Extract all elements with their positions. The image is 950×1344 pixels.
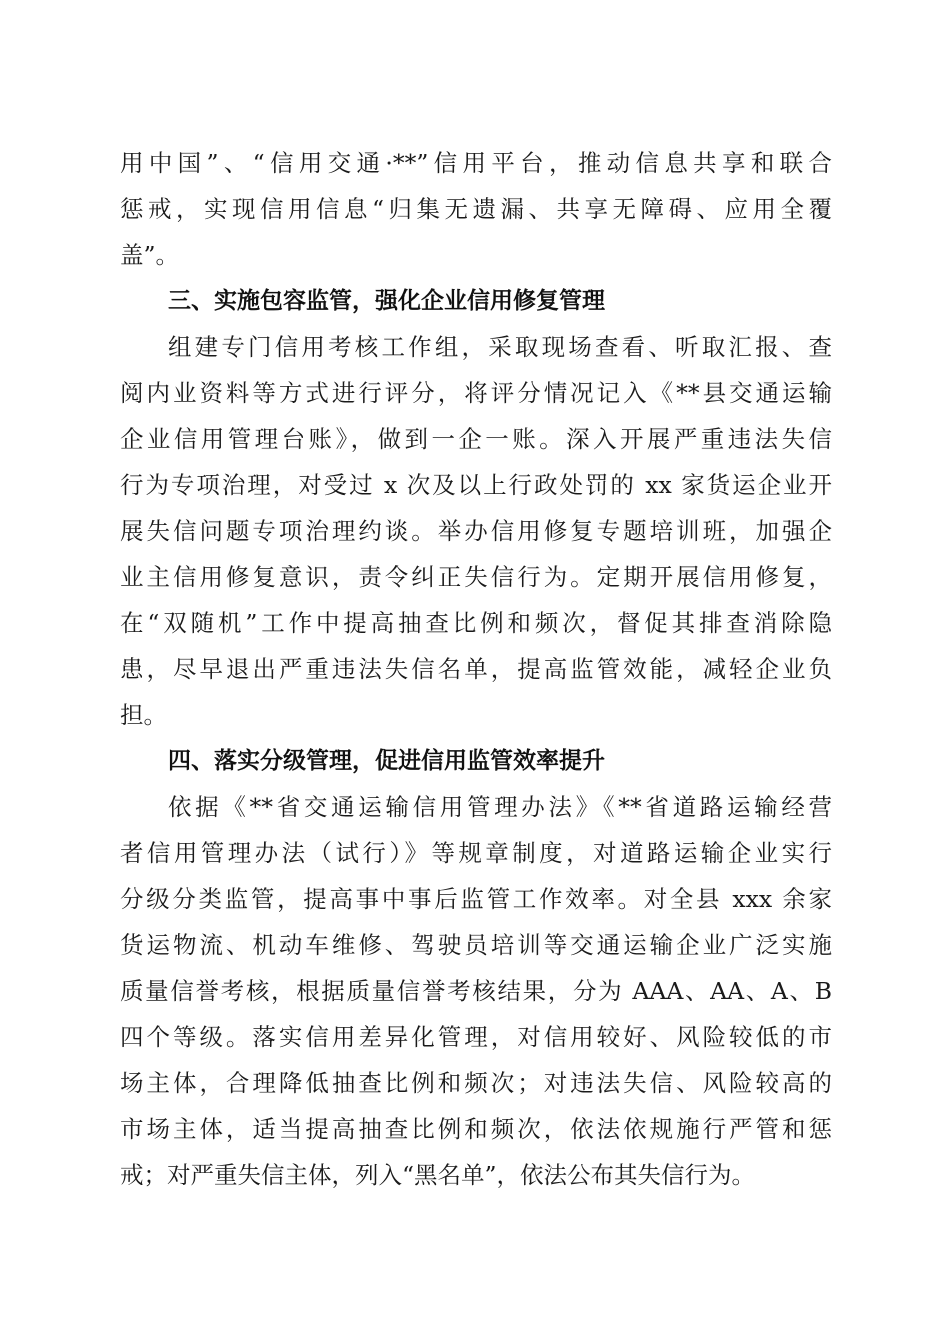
text-line: 质量信誉考核，根据质量信誉考核结果，分为 AAA、AA、A、B xyxy=(120,977,832,1005)
text-line: 四个等级。落实信用差异化管理，对信用较好、风险较低的市 xyxy=(120,1023,832,1051)
document-body xyxy=(120,140,832,1198)
text-line: 担。 xyxy=(120,701,167,729)
text-line: 盖”。 xyxy=(120,241,180,269)
section-heading: 三、实施包容监管，强化企业信用修复管理 xyxy=(168,288,605,314)
text-line: 企业信用管理台账》，做到一企一账。深入开展严重违法失信 xyxy=(120,425,832,453)
text-line: 戒；对严重失信主体，列入“黑名单”，依法公布其失信行为。 xyxy=(120,1161,756,1189)
section-heading: 四、落实分级管理，促进信用监管效率提升 xyxy=(168,748,605,774)
text-line: 市场主体，适当提高抽查比例和频次，依法依规施行严管和惩 xyxy=(120,1115,832,1143)
text-line: 展失信问题专项治理约谈。举办信用修复专题培训班，加强企 xyxy=(120,517,832,545)
text-line: 惩戒，实现信用信息“归集无遗漏、共享无障碍、应用全覆 xyxy=(120,195,832,223)
text-line: 患，尽早退出严重违法失信名单，提高监管效能，减轻企业负 xyxy=(120,655,832,683)
text-line: 分级分类监管，提高事中事后监管工作效率。对全县 xxx 余家 xyxy=(120,885,832,913)
text-line: 场主体，合理降低抽查比例和频次；对违法失信、风险较高的 xyxy=(120,1069,832,1097)
text-line: 依据《**省交通运输信用管理办法》《**省道路运输经营 xyxy=(168,793,832,821)
text-line: 在“双随机”工作中提高抽查比例和频次，督促其排查消除隐 xyxy=(120,609,832,637)
text-line: 货运物流、机动车维修、驾驶员培训等交通运输企业广泛实施 xyxy=(120,931,832,959)
text-line: 者信用管理办法（试行）》等规章制度，对道路运输企业实行 xyxy=(120,839,832,867)
text-line: 阅内业资料等方式进行评分，将评分情况记入《**县交通运输 xyxy=(120,379,832,407)
text-line: 组建专门信用考核工作组，采取现场查看、听取汇报、查 xyxy=(168,333,832,361)
text-line: 业主信用修复意识，责令纠正失信行为。定期开展信用修复， xyxy=(120,563,832,591)
text-line: 行为专项治理，对受过 x 次及以上行政处罚的 xx 家货运企业开 xyxy=(120,471,832,499)
text-line: 用中国”、“信用交通·**”信用平台，推动信息共享和联合 xyxy=(120,149,832,177)
